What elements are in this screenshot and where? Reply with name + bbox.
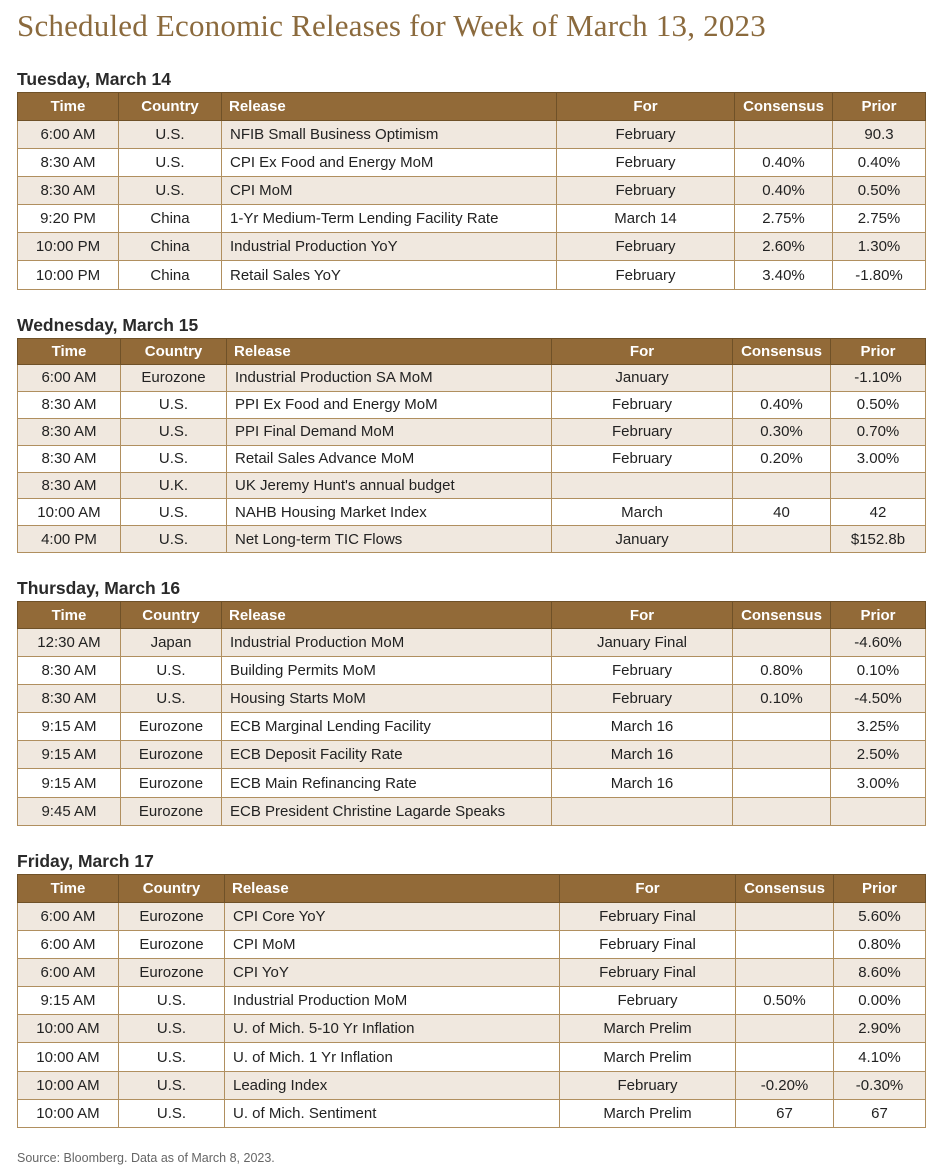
column-header-time: Time	[18, 602, 121, 629]
table-header-row	[18, 875, 926, 903]
cell-for: March Prelim	[560, 1015, 736, 1043]
cell-country: U.S.	[119, 121, 222, 149]
page-title: Scheduled Economic Releases for Week of March 13, 2023	[17, 8, 766, 43]
cell-release: ECB Marginal Lending Facility	[222, 713, 552, 741]
cell-release: CPI MoM	[222, 177, 557, 205]
cell-for: February Final	[560, 931, 736, 959]
cell-prior: 1.30%	[833, 233, 926, 261]
cell-consensus: 3.40%	[735, 261, 833, 289]
table-row	[18, 121, 926, 149]
cell-consensus: 2.75%	[735, 205, 833, 233]
table-row	[18, 1071, 926, 1099]
column-header-consensus: Consensus	[733, 602, 831, 629]
cell-prior: 2.75%	[833, 205, 926, 233]
release-table	[17, 92, 926, 290]
column-header-for: For	[552, 339, 733, 365]
cell-for: February	[552, 418, 733, 445]
cell-prior: 2.90%	[834, 1015, 926, 1043]
cell-consensus: 0.40%	[735, 149, 833, 177]
cell-prior: -1.10%	[831, 365, 926, 392]
cell-time: 9:15 AM	[18, 741, 121, 769]
cell-prior	[831, 472, 926, 499]
cell-for: February	[552, 685, 733, 713]
cell-time: 8:30 AM	[18, 657, 121, 685]
table-row	[18, 526, 926, 553]
day-heading: Thursday, March 16	[17, 578, 181, 598]
cell-consensus: 0.30%	[733, 418, 831, 445]
cell-release: UK Jeremy Hunt's annual budget	[227, 472, 552, 499]
cell-for: March 16	[552, 713, 733, 741]
cell-country: U.S.	[121, 418, 227, 445]
cell-time: 6:00 AM	[18, 931, 119, 959]
column-header-country: Country	[119, 875, 225, 903]
cell-country: Japan	[121, 629, 222, 657]
cell-time: 9:15 AM	[18, 769, 121, 797]
table-row	[18, 1043, 926, 1071]
column-header-release: Release	[227, 339, 552, 365]
cell-for: February	[560, 1071, 736, 1099]
cell-consensus: 0.80%	[733, 657, 831, 685]
cell-prior: 3.00%	[831, 769, 926, 797]
cell-release: U. of Mich. 1 Yr Inflation	[225, 1043, 560, 1071]
cell-consensus	[736, 931, 834, 959]
cell-consensus	[735, 121, 833, 149]
column-header-consensus: Consensus	[735, 93, 833, 121]
cell-release: Housing Starts MoM	[222, 685, 552, 713]
day-section	[17, 66, 926, 290]
cell-release: CPI YoY	[225, 959, 560, 987]
cell-consensus	[733, 769, 831, 797]
cell-time: 9:15 AM	[18, 987, 119, 1015]
cell-prior: 3.25%	[831, 713, 926, 741]
cell-time: 10:00 AM	[18, 499, 121, 526]
cell-time: 6:00 AM	[18, 903, 119, 931]
cell-release: CPI MoM	[225, 931, 560, 959]
cell-time: 8:30 AM	[18, 472, 121, 499]
day-section	[17, 312, 926, 553]
cell-prior: 42	[831, 499, 926, 526]
cell-release: ECB President Christine Lagarde Speaks	[222, 797, 552, 825]
cell-release: 1-Yr Medium-Term Lending Facility Rate	[222, 205, 557, 233]
table-row	[18, 629, 926, 657]
cell-country: U.S.	[121, 685, 222, 713]
day-section	[17, 848, 926, 1128]
table-row	[18, 418, 926, 445]
table-row	[18, 931, 926, 959]
cell-time: 8:30 AM	[18, 685, 121, 713]
cell-prior: 0.50%	[831, 391, 926, 418]
cell-time: 9:45 AM	[18, 797, 121, 825]
release-table	[17, 874, 926, 1128]
cell-time: 8:30 AM	[18, 418, 121, 445]
cell-prior: $152.8b	[831, 526, 926, 553]
cell-country: U.S.	[119, 1043, 225, 1071]
table-row	[18, 205, 926, 233]
cell-country: U.S.	[119, 1099, 225, 1127]
cell-for: February	[560, 987, 736, 1015]
table-row	[18, 903, 926, 931]
cell-prior: 3.00%	[831, 445, 926, 472]
cell-country: U.S.	[119, 149, 222, 177]
cell-time: 10:00 PM	[18, 233, 119, 261]
cell-for: February Final	[560, 959, 736, 987]
table-row	[18, 233, 926, 261]
column-header-prior: Prior	[831, 339, 926, 365]
cell-for: March 16	[552, 769, 733, 797]
cell-release: U. of Mich. 5-10 Yr Inflation	[225, 1015, 560, 1043]
table-header-row	[18, 602, 926, 629]
cell-release: Industrial Production MoM	[222, 629, 552, 657]
cell-prior: 0.70%	[831, 418, 926, 445]
cell-country: Eurozone	[119, 959, 225, 987]
cell-for: March 14	[557, 205, 735, 233]
cell-time: 4:00 PM	[18, 526, 121, 553]
cell-prior: 0.10%	[831, 657, 926, 685]
release-table	[17, 601, 926, 826]
cell-consensus	[736, 959, 834, 987]
cell-prior: 8.60%	[834, 959, 926, 987]
cell-country: China	[119, 205, 222, 233]
cell-country: U.S.	[121, 526, 227, 553]
cell-time: 8:30 AM	[18, 177, 119, 205]
cell-consensus	[733, 365, 831, 392]
cell-for: February	[552, 657, 733, 685]
cell-consensus	[733, 797, 831, 825]
cell-release: Building Permits MoM	[222, 657, 552, 685]
cell-for	[552, 797, 733, 825]
cell-prior: 5.60%	[834, 903, 926, 931]
table-row	[18, 657, 926, 685]
cell-country: Eurozone	[121, 797, 222, 825]
cell-country: Eurozone	[121, 713, 222, 741]
cell-consensus	[733, 713, 831, 741]
cell-release: Net Long-term TIC Flows	[227, 526, 552, 553]
cell-consensus	[733, 526, 831, 553]
cell-prior: -1.80%	[833, 261, 926, 289]
cell-for	[552, 472, 733, 499]
cell-time: 10:00 AM	[18, 1015, 119, 1043]
cell-for: February Final	[560, 903, 736, 931]
cell-release: CPI Ex Food and Energy MoM	[222, 149, 557, 177]
cell-time: 6:00 AM	[18, 959, 119, 987]
cell-country: U.S.	[121, 391, 227, 418]
cell-country: Eurozone	[119, 903, 225, 931]
cell-release: ECB Main Refinancing Rate	[222, 769, 552, 797]
cell-consensus: 0.50%	[736, 987, 834, 1015]
cell-country: U.S.	[121, 499, 227, 526]
cell-consensus	[733, 741, 831, 769]
cell-country: U.K.	[121, 472, 227, 499]
cell-consensus: 2.60%	[735, 233, 833, 261]
cell-time: 10:00 AM	[18, 1071, 119, 1099]
table-row	[18, 959, 926, 987]
table-row	[18, 499, 926, 526]
table-row	[18, 472, 926, 499]
cell-release: NFIB Small Business Optimism	[222, 121, 557, 149]
cell-country: Eurozone	[119, 931, 225, 959]
table-row	[18, 365, 926, 392]
cell-country: China	[119, 233, 222, 261]
cell-consensus: 0.40%	[735, 177, 833, 205]
cell-consensus: 0.10%	[733, 685, 831, 713]
cell-release: ECB Deposit Facility Rate	[222, 741, 552, 769]
table-header-row	[18, 339, 926, 365]
column-header-country: Country	[121, 602, 222, 629]
table-row	[18, 769, 926, 797]
table-row	[18, 261, 926, 289]
cell-prior: 0.00%	[834, 987, 926, 1015]
cell-time: 10:00 AM	[18, 1043, 119, 1071]
day-heading: Wednesday, March 15	[17, 315, 199, 335]
cell-prior: 4.10%	[834, 1043, 926, 1071]
cell-release: CPI Core YoY	[225, 903, 560, 931]
column-header-consensus: Consensus	[733, 339, 831, 365]
cell-prior: 0.80%	[834, 931, 926, 959]
cell-country: U.S.	[121, 445, 227, 472]
cell-prior: -4.50%	[831, 685, 926, 713]
cell-consensus: 0.40%	[733, 391, 831, 418]
cell-release: Industrial Production SA MoM	[227, 365, 552, 392]
cell-for: March Prelim	[560, 1043, 736, 1071]
cell-country: U.S.	[119, 1015, 225, 1043]
cell-for: January	[552, 365, 733, 392]
cell-for: February	[557, 261, 735, 289]
cell-country: Eurozone	[121, 365, 227, 392]
cell-consensus: 40	[733, 499, 831, 526]
column-header-for: For	[560, 875, 736, 903]
cell-release: Industrial Production YoY	[222, 233, 557, 261]
cell-consensus	[736, 903, 834, 931]
day-section	[17, 575, 926, 826]
cell-release: Retail Sales Advance MoM	[227, 445, 552, 472]
table-row	[18, 177, 926, 205]
table-row	[18, 1015, 926, 1043]
cell-release: U. of Mich. Sentiment	[225, 1099, 560, 1127]
cell-prior: -4.60%	[831, 629, 926, 657]
cell-country: Eurozone	[121, 769, 222, 797]
cell-for: February	[557, 121, 735, 149]
cell-release: Leading Index	[225, 1071, 560, 1099]
column-header-country: Country	[119, 93, 222, 121]
cell-time: 6:00 AM	[18, 365, 121, 392]
cell-country: U.S.	[119, 1071, 225, 1099]
release-table	[17, 338, 926, 553]
cell-time: 10:00 AM	[18, 1099, 119, 1127]
day-heading: Tuesday, March 14	[17, 69, 171, 89]
source-note: Source: Bloomberg. Data as of March 8, 2023.	[17, 1151, 275, 1165]
cell-release: PPI Ex Food and Energy MoM	[227, 391, 552, 418]
cell-time: 9:15 AM	[18, 713, 121, 741]
cell-country: Eurozone	[121, 741, 222, 769]
cell-prior	[831, 797, 926, 825]
cell-for: February	[557, 233, 735, 261]
table-row	[18, 149, 926, 177]
table-row	[18, 445, 926, 472]
column-header-time: Time	[18, 339, 121, 365]
cell-consensus	[733, 472, 831, 499]
cell-country: U.S.	[119, 177, 222, 205]
cell-time: 10:00 PM	[18, 261, 119, 289]
cell-for: February	[557, 149, 735, 177]
column-header-country: Country	[121, 339, 227, 365]
column-header-time: Time	[18, 875, 119, 903]
table-header-row	[18, 93, 926, 121]
cell-for: March 16	[552, 741, 733, 769]
cell-release: NAHB Housing Market Index	[227, 499, 552, 526]
cell-for: February	[552, 391, 733, 418]
table-row	[18, 1099, 926, 1127]
cell-country: China	[119, 261, 222, 289]
table-row	[18, 713, 926, 741]
cell-time: 8:30 AM	[18, 445, 121, 472]
cell-prior: 90.3	[833, 121, 926, 149]
cell-for: February	[557, 177, 735, 205]
cell-consensus: 0.20%	[733, 445, 831, 472]
cell-release: PPI Final Demand MoM	[227, 418, 552, 445]
cell-for: January	[552, 526, 733, 553]
cell-time: 9:20 PM	[18, 205, 119, 233]
cell-consensus	[736, 1015, 834, 1043]
cell-consensus: -0.20%	[736, 1071, 834, 1099]
column-header-prior: Prior	[831, 602, 926, 629]
column-header-prior: Prior	[834, 875, 926, 903]
cell-consensus	[736, 1043, 834, 1071]
cell-time: 8:30 AM	[18, 391, 121, 418]
column-header-time: Time	[18, 93, 119, 121]
cell-time: 6:00 AM	[18, 121, 119, 149]
cell-time: 8:30 AM	[18, 149, 119, 177]
cell-consensus	[733, 629, 831, 657]
cell-consensus: 67	[736, 1099, 834, 1127]
cell-prior: 0.50%	[833, 177, 926, 205]
table-row	[18, 741, 926, 769]
table-row	[18, 987, 926, 1015]
column-header-prior: Prior	[833, 93, 926, 121]
table-row	[18, 685, 926, 713]
cell-for: March	[552, 499, 733, 526]
cell-country: U.S.	[119, 987, 225, 1015]
cell-country: U.S.	[121, 657, 222, 685]
cell-prior: -0.30%	[834, 1071, 926, 1099]
cell-prior: 0.40%	[833, 149, 926, 177]
cell-for: January Final	[552, 629, 733, 657]
cell-time: 12:30 AM	[18, 629, 121, 657]
column-header-for: For	[552, 602, 733, 629]
column-header-release: Release	[225, 875, 560, 903]
cell-release: Retail Sales YoY	[222, 261, 557, 289]
column-header-for: For	[557, 93, 735, 121]
column-header-release: Release	[222, 602, 552, 629]
cell-for: February	[552, 445, 733, 472]
table-row	[18, 797, 926, 825]
cell-release: Industrial Production MoM	[225, 987, 560, 1015]
column-header-consensus: Consensus	[736, 875, 834, 903]
cell-prior: 67	[834, 1099, 926, 1127]
cell-for: March Prelim	[560, 1099, 736, 1127]
column-header-release: Release	[222, 93, 557, 121]
cell-prior: 2.50%	[831, 741, 926, 769]
table-row	[18, 391, 926, 418]
day-heading: Friday, March 17	[17, 851, 154, 871]
